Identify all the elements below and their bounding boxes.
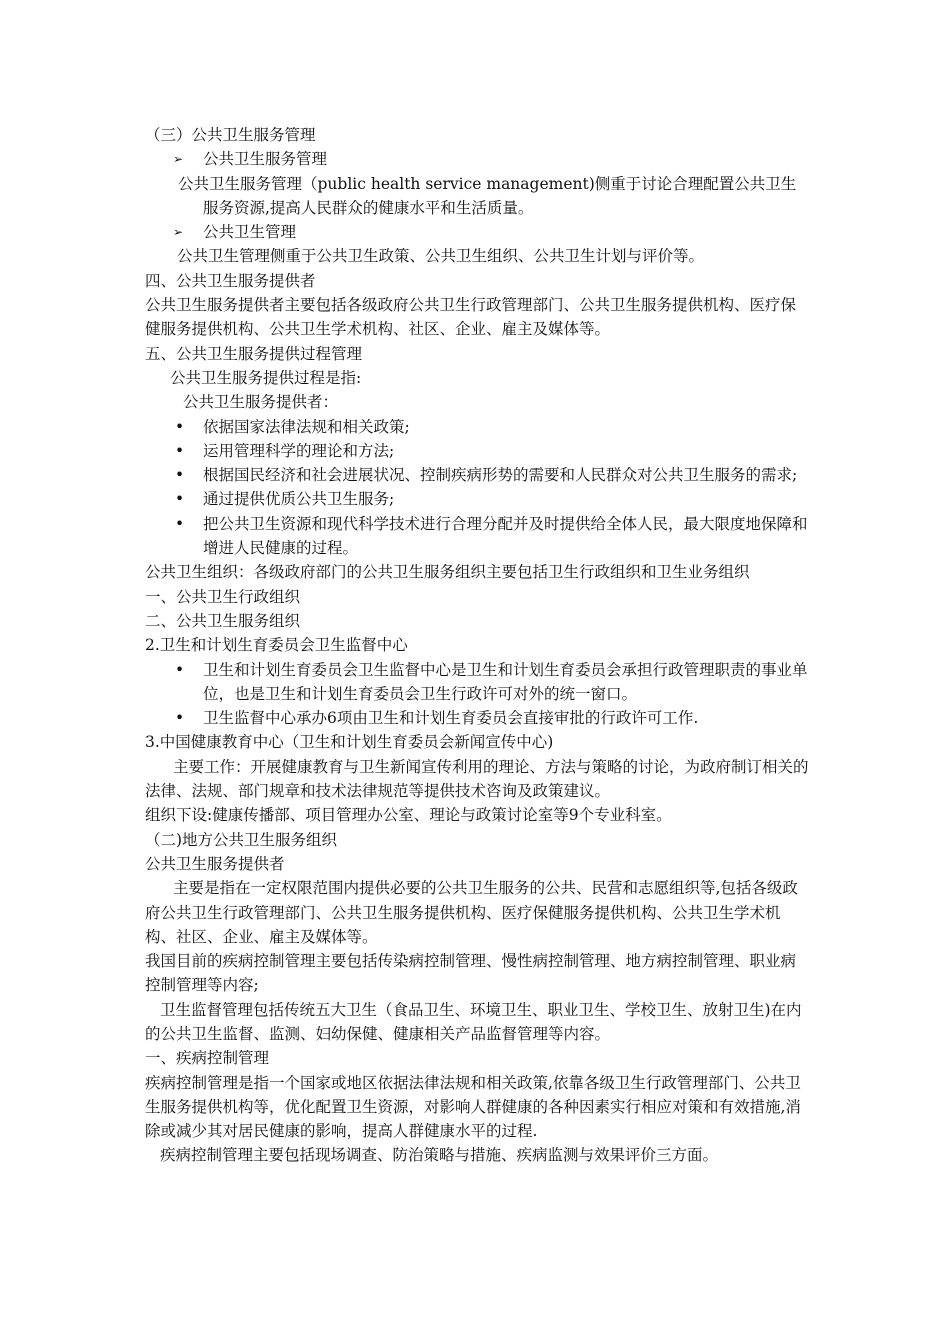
local-org-heading: （二)地方公共卫生服务组织 xyxy=(145,830,338,849)
bullet-icon: • xyxy=(175,709,185,728)
bullet-icon: • xyxy=(175,660,185,679)
bullet-icon: • xyxy=(175,490,185,509)
arrow-item-label: 公共卫生管理 xyxy=(203,223,297,242)
list-item-text: 把公共卫生资源和现代科学技术进行合理分配并及时提供给全体人民，最大限度地保障和增进人民健康的过程。 xyxy=(203,514,808,558)
disease-control-heading: 一、疾病控制管理 xyxy=(145,1049,270,1068)
org-item-2-heading: 2.卫生和计划生育委员会卫生监督中心 xyxy=(145,636,408,655)
document-body xyxy=(145,123,810,1168)
service-management-text: 公共卫生服务管理（public health service management)侧重于讨论合理配置公共卫生服务资源,提高人民群众的健康水平和生活质量。 xyxy=(178,174,797,217)
disease-control-scope: 疾病控制管理主要包括现场调查、防治策略与措施、疾病监测与效果评价三方面。 xyxy=(160,1146,719,1165)
list-item xyxy=(145,463,810,487)
bullet-icon: • xyxy=(175,417,185,436)
health-management-text: 公共卫生管理侧重于公共卫生政策、公共卫生组织、公共卫生计划与评价等。 xyxy=(177,247,705,266)
org-heading-admin: 一、公共卫生行政组织 xyxy=(145,587,301,606)
section-4-text: 公共卫生服务提供者主要包括各级政府公共卫生行政管理部门、公共卫生服务提供机构、医疗保健服务提供机构、公共卫生学术机构、社区、企业、雇主及媒体等。 xyxy=(145,296,797,339)
list-item xyxy=(145,658,810,707)
list-item xyxy=(145,512,810,561)
bullet-icon: • xyxy=(175,514,185,533)
bullet-icon: • xyxy=(175,466,185,485)
section-5-heading: 五、公共卫生服务提供过程管理 xyxy=(145,344,363,363)
provider-heading: 公共卫生服务提供者 xyxy=(145,854,285,873)
disease-control-overview: 我国目前的疾病控制管理主要包括传染病控制管理、慢性病控制管理、地方病控制管理、职业病控制管理等内容; xyxy=(145,952,797,995)
arrow-item-service-management xyxy=(145,147,810,171)
list-item-text: 根据国民经济和社会进展状况、控制疾病形势的需要和人民群众对公共卫生服务的需求; xyxy=(203,466,798,485)
disease-control-text: 疾病控制管理是指一个国家或地区依据法律法规和相关政策,依靠各级卫生行政管理部门、公共卫生服务提供机构等，优化配置卫生资源，对影响人群健康的各种因素实行相应对策和有效措施,消除或减少其对居民健康的影响，提高人群健康水平的过程. xyxy=(145,1073,801,1141)
list-item-text: 运用管理科学的理论和方法; xyxy=(203,441,395,460)
arrow-item-health-management xyxy=(145,220,810,244)
section-5-intro: 公共卫生服务提供过程是指: xyxy=(170,368,362,387)
supervision-text: 卫生监督管理包括传统五大卫生（食品卫生、环境卫生、职业卫生、学校卫生、放射卫生)在内的公共卫生监督、监测、妇幼保健、健康相关产品监督管理等内容。 xyxy=(145,1000,802,1043)
section-4-heading: 四、公共卫生服务提供者 xyxy=(145,271,316,290)
org-item-3-work: 主要工作：开展健康教育与卫生新闻宣传利用的理论、方法与策略的讨论，为政府制订相关的法律、法规、部门规章和技术法律规范等提供技术咨询及政策建议。 xyxy=(145,757,809,801)
list-item xyxy=(145,487,810,511)
arrow-bullet-icon: ➢ xyxy=(173,225,184,240)
list-item xyxy=(145,439,810,463)
org-item-3-heading: 3.中国健康教育中心（卫生和计划生育委员会新闻宣传中心) xyxy=(145,733,554,752)
list-item-text: 卫生监督中心承办6项由卫生和计划生育委员会直接审批的行政许可工作. xyxy=(203,709,699,728)
list-item xyxy=(145,415,810,439)
list-item-text: 依据国家法律法规和相关政策; xyxy=(203,417,410,436)
provider-text: 主要是指在一定权限范围内提供必要的公共卫生服务的公共、民营和志愿组织等,包括各级政府公共卫生行政管理部门、公共卫生服务提供机构、医疗保健服务提供机构、公共卫生学术机构、社区、企业、雇主及媒体等。 xyxy=(145,879,798,946)
list-item xyxy=(145,706,810,730)
arrow-bullet-icon: ➢ xyxy=(173,152,184,167)
list-item-text: 通过提供优质公共卫生服务; xyxy=(203,490,395,509)
org-heading-service: 二、公共卫生服务组织 xyxy=(145,611,301,630)
section-3-heading: （三）公共卫生服务管理 xyxy=(145,126,316,144)
list-item-text: 卫生和计划生育委员会卫生监督中心是卫生和计划生育委员会承担行政管理职责的事业单位，也是卫生和计划生育委员会卫生行政许可对外的统一窗口。 xyxy=(203,660,808,703)
org-item-3-departments: 组织下设:健康传播部、项目管理办公室、理论与政策讨论室等9个专业科室。 xyxy=(145,806,672,825)
org-overview: 公共卫生组织：各级政府部门的公共卫生服务组织主要包括卫生行政组织和卫生业务组织 xyxy=(145,563,750,582)
section-5-provider: 公共卫生服务提供者： xyxy=(183,393,339,412)
bullet-icon: • xyxy=(175,441,185,460)
arrow-item-label: 公共卫生服务管理 xyxy=(203,150,328,169)
